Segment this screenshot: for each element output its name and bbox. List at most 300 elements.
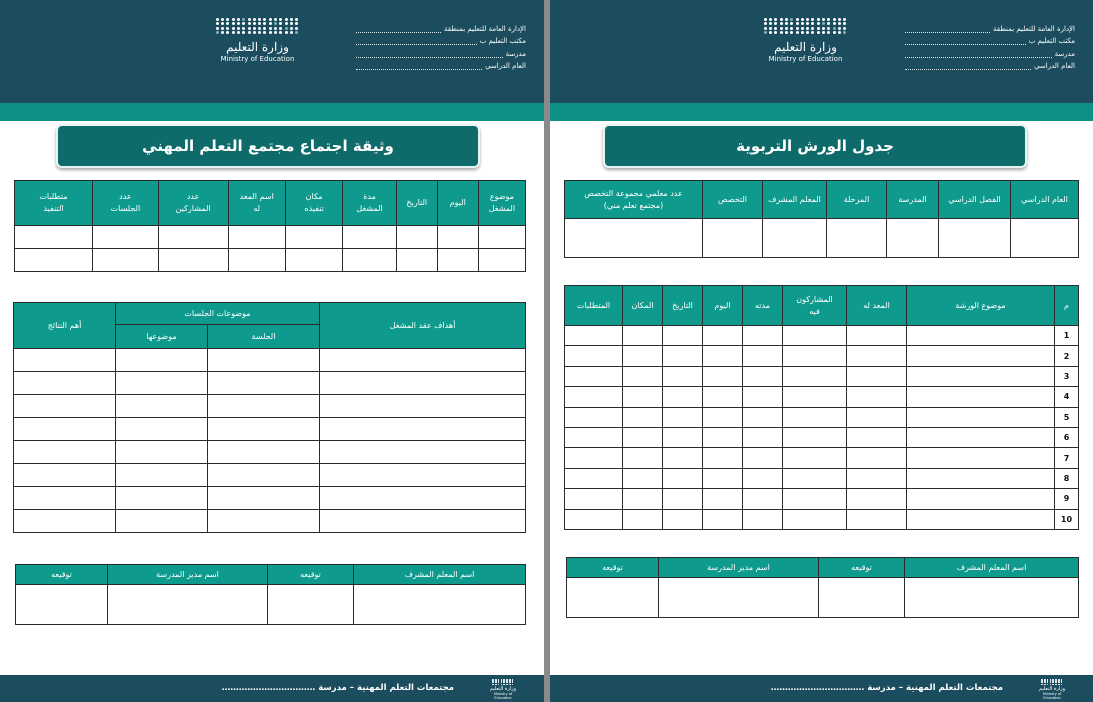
table-cell[interactable] — [1011, 219, 1079, 258]
table-row — [14, 372, 526, 395]
table-cell[interactable] — [565, 407, 623, 427]
table-cell[interactable] — [783, 346, 847, 366]
table-cell[interactable] — [703, 387, 743, 407]
table-cell[interactable] — [14, 372, 116, 395]
table-cell[interactable] — [623, 448, 663, 468]
table-cell[interactable] — [116, 418, 208, 441]
table-cell[interactable] — [907, 387, 1055, 407]
table-cell[interactable] — [907, 427, 1055, 447]
ministry-logo — [758, 18, 853, 80]
signature-table — [15, 564, 526, 625]
right-page — [550, 0, 1093, 702]
column-header-line: تنفيذه — [304, 204, 324, 213]
column-header — [827, 181, 887, 219]
footer-logo-arabic: وزارة التعليم — [1038, 686, 1066, 693]
ministry-logo — [210, 18, 305, 80]
column-header-line: له — [253, 204, 261, 213]
table-cell[interactable] — [819, 578, 905, 618]
table-cell[interactable] — [228, 226, 285, 249]
table-cell[interactable] — [783, 366, 847, 386]
table-cell[interactable] — [565, 366, 623, 386]
table-cell[interactable] — [320, 395, 526, 418]
table-cell[interactable] — [663, 448, 703, 468]
year-field[interactable] — [356, 64, 482, 70]
column-header-line: اليوم — [449, 198, 466, 207]
row-number: 8 — [1055, 468, 1079, 488]
table-cell[interactable] — [663, 509, 703, 529]
table-cell[interactable] — [116, 372, 208, 395]
table-cell[interactable] — [14, 418, 116, 441]
table-cell[interactable] — [743, 509, 783, 529]
column-header-line: المتطلبات — [576, 300, 611, 310]
sessions-header: موضوعات الجلسات — [116, 303, 320, 325]
column-header-line: المشغل — [356, 204, 383, 213]
region-field[interactable] — [356, 27, 441, 33]
column-header — [743, 286, 783, 326]
table-cell[interactable] — [116, 349, 208, 372]
table-cell[interactable] — [565, 427, 623, 447]
column-header-line: المعد له — [863, 300, 890, 310]
table-cell[interactable] — [847, 427, 907, 447]
supervisor-header: اسم المعلم المشرف — [905, 558, 1079, 578]
workshop-table — [564, 285, 1079, 530]
column-header — [1011, 181, 1079, 219]
table-cell[interactable] — [743, 346, 783, 366]
goals-table — [13, 302, 526, 533]
table-cell[interactable] — [208, 395, 320, 418]
column-header-line: المكان — [631, 300, 654, 310]
column-header-line: موضوع الورشة — [955, 300, 1006, 310]
left-page — [0, 0, 544, 702]
table-cell[interactable] — [659, 578, 819, 618]
region-field[interactable] — [905, 27, 990, 33]
table-cell[interactable] — [208, 487, 320, 510]
table-cell[interactable] — [14, 395, 116, 418]
row-number: 1 — [1055, 326, 1079, 346]
region-label: الإدارة العامة للتعليم بمنطقة — [444, 24, 526, 33]
table-cell[interactable] — [939, 219, 1011, 258]
page-title: جدول الورش التربوية — [603, 124, 1027, 168]
column-header — [703, 181, 763, 219]
table-cell[interactable] — [907, 346, 1055, 366]
principal-header: اسم مدير المدرسة — [659, 558, 819, 578]
results-header: أهم النتائج — [14, 303, 116, 349]
column-header — [285, 181, 342, 226]
footer-text: مجتمعات التعلم المهنية – مدرسة …………………………… — [770, 683, 1003, 693]
table-cell[interactable] — [847, 468, 907, 488]
column-header-line: مكان — [305, 192, 323, 201]
supervisor-header: اسم المعلم المشرف — [354, 565, 526, 585]
year-field[interactable] — [905, 64, 1031, 70]
table-cell[interactable] — [847, 448, 907, 468]
table-cell[interactable] — [623, 387, 663, 407]
principal-header: اسم مدير المدرسة — [108, 565, 268, 585]
table-cell[interactable] — [396, 226, 437, 249]
table-cell[interactable] — [565, 468, 623, 488]
table-cell[interactable] — [285, 249, 342, 272]
table-row — [14, 349, 526, 372]
meeting-table — [14, 180, 526, 272]
table-cell[interactable] — [320, 418, 526, 441]
table-row — [565, 326, 1079, 346]
table-cell[interactable] — [703, 407, 743, 427]
table-cell[interactable] — [623, 427, 663, 447]
column-header-line: مدة — [363, 192, 376, 201]
column-header-line: عدد معلمي مجموعة التخصص — [584, 188, 683, 198]
column-header — [228, 181, 285, 226]
column-header-line: المشاركون — [796, 294, 833, 304]
row-number: 2 — [1055, 346, 1079, 366]
table-cell[interactable] — [623, 489, 663, 509]
signature-table — [566, 557, 1079, 618]
table-cell[interactable] — [116, 510, 208, 533]
header-info — [356, 20, 526, 70]
table-row — [14, 418, 526, 441]
column-header — [158, 181, 228, 226]
table-cell[interactable] — [565, 346, 623, 366]
table-cell[interactable] — [703, 366, 743, 386]
table-cell[interactable] — [907, 468, 1055, 488]
table-cell[interactable] — [565, 509, 623, 529]
table-cell[interactable] — [783, 407, 847, 427]
table-cell[interactable] — [228, 249, 285, 272]
row-number: 9 — [1055, 489, 1079, 509]
table-cell[interactable] — [623, 366, 663, 386]
table-cell[interactable] — [783, 326, 847, 346]
table-cell[interactable] — [108, 585, 268, 625]
table-cell[interactable] — [565, 219, 703, 258]
column-header — [763, 181, 827, 219]
table-row — [14, 464, 526, 487]
column-header — [15, 181, 93, 226]
logo-english: Ministry of Education — [768, 54, 843, 63]
table-cell[interactable] — [703, 448, 743, 468]
office-label: مكتب التعليم ب — [1028, 37, 1075, 45]
table-cell[interactable] — [827, 219, 887, 258]
table-row — [565, 448, 1079, 468]
table-cell[interactable] — [783, 448, 847, 468]
table-row — [14, 441, 526, 464]
signature-header: توقيعه — [819, 558, 905, 578]
table-row — [567, 578, 1079, 618]
table-cell[interactable] — [663, 366, 703, 386]
school-field[interactable] — [905, 52, 1052, 58]
table-cell[interactable] — [847, 366, 907, 386]
table-cell[interactable] — [14, 349, 116, 372]
column-header — [437, 181, 478, 226]
logo-english: Ministry of Education — [220, 54, 295, 63]
column-header — [887, 181, 939, 219]
table-cell[interactable] — [847, 489, 907, 509]
row-number: 4 — [1055, 387, 1079, 407]
table-cell[interactable] — [623, 346, 663, 366]
table-cell[interactable] — [14, 441, 116, 464]
column-header — [663, 286, 703, 326]
table-cell[interactable] — [320, 510, 526, 533]
workshop-body — [565, 326, 1079, 530]
table-row — [565, 366, 1079, 386]
column-header-line: التاريخ — [672, 300, 693, 310]
table-row — [16, 585, 526, 625]
table-cell[interactable] — [703, 346, 743, 366]
table-cell[interactable] — [763, 219, 827, 258]
table-cell[interactable] — [320, 349, 526, 372]
table-cell[interactable] — [565, 489, 623, 509]
table-cell[interactable] — [285, 226, 342, 249]
goals-header: أهداف عقد المشغل — [320, 303, 526, 349]
table-cell[interactable] — [907, 509, 1055, 529]
column-header-line: الجلسات — [110, 204, 141, 213]
table-cell[interactable] — [623, 509, 663, 529]
row-number: 7 — [1055, 448, 1079, 468]
page-footer — [550, 675, 1093, 702]
table-cell[interactable] — [14, 464, 116, 487]
table-row — [565, 509, 1079, 529]
table-cell[interactable] — [663, 387, 703, 407]
table-cell[interactable] — [208, 441, 320, 464]
table-cell[interactable] — [478, 249, 525, 272]
table-cell[interactable] — [158, 226, 228, 249]
table-cell[interactable] — [663, 407, 703, 427]
school-field[interactable] — [356, 52, 503, 58]
table-row — [565, 427, 1079, 447]
column-header — [478, 181, 525, 226]
table-cell[interactable] — [343, 249, 396, 272]
table-cell[interactable] — [320, 441, 526, 464]
column-header-line: مدته — [755, 300, 770, 310]
table-cell[interactable] — [703, 427, 743, 447]
table-cell[interactable] — [158, 249, 228, 272]
table-row — [14, 395, 526, 418]
column-header-line: عدد — [186, 192, 200, 201]
footer-text: مجتمعات التعلم المهنية – مدرسة …………………………… — [221, 683, 454, 693]
table-cell[interactable] — [565, 448, 623, 468]
table-cell[interactable] — [743, 468, 783, 488]
table-cell[interactable] — [268, 585, 354, 625]
table-cell[interactable] — [847, 346, 907, 366]
region-label: الإدارة العامة للتعليم بمنطقة — [993, 24, 1075, 33]
table-cell[interactable] — [565, 326, 623, 346]
workshop-header-row — [565, 286, 1079, 326]
table-cell[interactable] — [208, 372, 320, 395]
logo-dots-icon — [210, 18, 305, 34]
header-info — [905, 20, 1075, 70]
school-label: مدرسة — [1054, 49, 1075, 58]
row-number: 10 — [1055, 509, 1079, 529]
table-cell[interactable] — [847, 387, 907, 407]
table-cell[interactable] — [847, 509, 907, 529]
table-cell[interactable] — [663, 346, 703, 366]
column-header-line: العام الدراسي — [1021, 194, 1068, 204]
table-cell[interactable] — [208, 464, 320, 487]
table-cell[interactable] — [478, 226, 525, 249]
table-cell[interactable] — [116, 441, 208, 464]
column-header — [623, 286, 663, 326]
column-header — [703, 286, 743, 326]
column-header-line: فيه — [809, 306, 820, 316]
table-cell[interactable] — [437, 226, 478, 249]
column-header — [907, 286, 1055, 326]
table-row — [565, 407, 1079, 427]
table-cell[interactable] — [743, 427, 783, 447]
table-cell[interactable] — [116, 464, 208, 487]
table-cell[interactable] — [703, 219, 763, 258]
table-row — [565, 219, 1079, 258]
footer-logo — [488, 679, 518, 699]
column-header-line: التاريخ — [406, 198, 428, 207]
table-cell[interactable] — [663, 489, 703, 509]
table-cell[interactable] — [623, 468, 663, 488]
office-label: مكتب التعليم ب — [479, 37, 526, 45]
table-cell[interactable] — [703, 509, 743, 529]
meeting-header-row — [15, 181, 526, 226]
table-cell[interactable] — [907, 366, 1055, 386]
table-cell[interactable] — [887, 219, 939, 258]
table-cell[interactable] — [116, 395, 208, 418]
table-cell[interactable] — [847, 407, 907, 427]
column-header — [1055, 286, 1079, 326]
table-cell[interactable] — [116, 487, 208, 510]
table-row — [565, 387, 1079, 407]
row-number: 5 — [1055, 407, 1079, 427]
row-number: 3 — [1055, 366, 1079, 386]
table-cell[interactable] — [663, 326, 703, 346]
table-cell[interactable] — [320, 464, 526, 487]
table-cell[interactable] — [743, 366, 783, 386]
table-cell[interactable] — [783, 427, 847, 447]
table-row — [14, 487, 526, 510]
column-header-line: التخصص — [718, 194, 747, 204]
table-cell[interactable] — [907, 407, 1055, 427]
column-header — [396, 181, 437, 226]
table-cell[interactable] — [93, 226, 159, 249]
table-cell[interactable] — [907, 448, 1055, 468]
signature-header: توقيعه — [16, 565, 108, 585]
footer-logo-english: Ministry of Education — [493, 692, 513, 701]
logo-dots-icon — [488, 679, 518, 685]
column-header — [343, 181, 396, 226]
table-cell[interactable] — [743, 326, 783, 346]
table-row — [14, 510, 526, 533]
table-cell[interactable] — [565, 387, 623, 407]
page-header — [550, 0, 1093, 103]
table-cell[interactable] — [783, 489, 847, 509]
workshop-info-table — [564, 180, 1079, 258]
column-header-line: اليوم — [714, 300, 731, 310]
table-cell[interactable] — [14, 510, 116, 533]
table-cell[interactable] — [743, 448, 783, 468]
column-header — [939, 181, 1011, 219]
table-cell[interactable] — [343, 226, 396, 249]
column-header — [93, 181, 159, 226]
logo-arabic: وزارة التعليم — [226, 39, 289, 54]
table-row — [15, 249, 526, 272]
table-cell[interactable] — [208, 418, 320, 441]
column-header — [783, 286, 847, 326]
table-cell[interactable] — [320, 487, 526, 510]
column-header-line: موضوع — [489, 192, 514, 201]
column-header-line: المرحلة — [843, 194, 870, 204]
table-cell[interactable] — [907, 489, 1055, 509]
table-cell[interactable] — [396, 249, 437, 272]
footer-logo-arabic: وزارة التعليم — [489, 686, 517, 693]
table-cell[interactable] — [703, 468, 743, 488]
table-cell[interactable] — [14, 487, 116, 510]
table-cell[interactable] — [15, 249, 93, 272]
footer-logo-english: Ministry of Education — [1042, 692, 1062, 701]
office-field[interactable] — [905, 39, 1026, 45]
table-cell[interactable] — [663, 468, 703, 488]
table-row — [565, 489, 1079, 509]
table-cell[interactable] — [743, 489, 783, 509]
table-cell[interactable] — [16, 585, 108, 625]
column-header-line: م — [1064, 300, 1069, 310]
column-header-line: المشغل — [488, 204, 516, 213]
accent-bar — [0, 103, 544, 121]
table-cell[interactable] — [320, 372, 526, 395]
table-cell[interactable] — [663, 427, 703, 447]
table-row — [565, 468, 1079, 488]
topic-header: موضوعها — [116, 325, 208, 349]
table-cell[interactable] — [783, 387, 847, 407]
column-header-line: الفصل الدراسي — [948, 194, 1001, 204]
table-cell[interactable] — [354, 585, 526, 625]
column-header-line: عدد — [119, 192, 132, 201]
signature-header: توقيعه — [567, 558, 659, 578]
column-header — [847, 286, 907, 326]
table-cell[interactable] — [208, 510, 320, 533]
table-row — [15, 226, 526, 249]
table-row — [565, 346, 1079, 366]
table-cell[interactable] — [208, 349, 320, 372]
table-cell[interactable] — [783, 468, 847, 488]
table-cell[interactable] — [905, 578, 1079, 618]
table-cell[interactable] — [743, 387, 783, 407]
school-label: مدرسة — [505, 49, 526, 58]
column-header — [565, 286, 623, 326]
logo-dots-icon — [758, 18, 853, 34]
column-header-line: التنفيذ — [43, 204, 64, 213]
session-header: الجلسة — [208, 325, 320, 349]
table-cell[interactable] — [567, 578, 659, 618]
row-number: 6 — [1055, 427, 1079, 447]
table-cell[interactable] — [703, 326, 743, 346]
year-label: العام الدراسي — [485, 62, 526, 70]
table-cell[interactable] — [743, 407, 783, 427]
table-cell[interactable] — [93, 249, 159, 272]
table-cell[interactable] — [437, 249, 478, 272]
column-header-line: متطلبات — [39, 192, 68, 201]
table-cell[interactable] — [15, 226, 93, 249]
table-cell[interactable] — [907, 326, 1055, 346]
footer-logo — [1037, 679, 1067, 699]
page-footer — [0, 675, 544, 702]
year-label: العام الدراسي — [1034, 62, 1075, 70]
office-field[interactable] — [356, 39, 477, 45]
table-cell[interactable] — [783, 509, 847, 529]
page-title: وثيقة اجتماع مجتمع التعلم المهني — [56, 124, 480, 168]
table-cell[interactable] — [623, 407, 663, 427]
accent-bar — [550, 103, 1093, 121]
table-cell[interactable] — [703, 489, 743, 509]
table-cell[interactable] — [847, 326, 907, 346]
logo-arabic: وزارة التعليم — [774, 39, 837, 54]
logo-dots-icon — [1037, 679, 1067, 685]
column-header-line: المدرسة — [898, 194, 927, 204]
table-cell[interactable] — [623, 326, 663, 346]
page-header — [0, 0, 544, 103]
column-header-line: اسم المعد — [239, 192, 274, 201]
